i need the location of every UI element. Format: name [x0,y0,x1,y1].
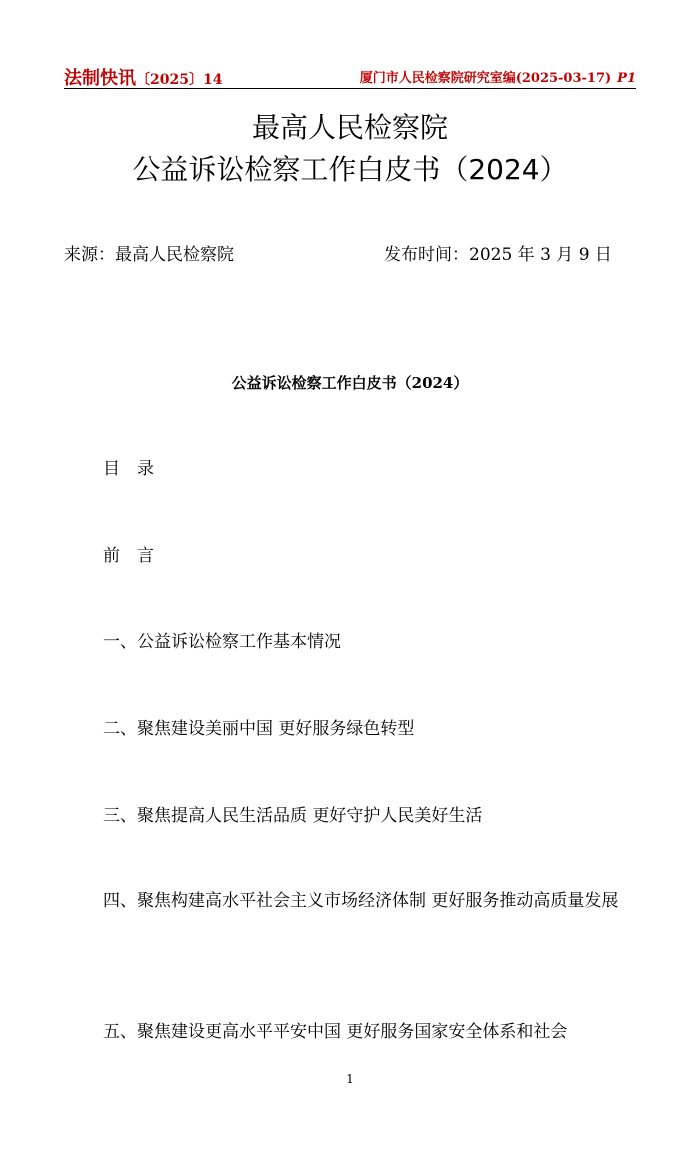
toc-item-5: 五、聚焦建设更高水平平安中国 更好服务国家安全体系和社会 [103,1022,568,1042]
issue-number: 〔2025〕14 [136,72,223,88]
toc-item-preface: 前 言 [103,546,154,566]
document-title-line-2: 公益诉讼检察工作白皮书（2024） [132,153,568,186]
toc-item-2: 二、聚焦建设美丽中国 更好服务绿色转型 [103,719,415,739]
page-marker: P1 [617,71,636,86]
publisher-line: 厦门市人民检察院研究室编(2025-03-17) [359,71,612,86]
publish-date: 发布时间：2025 年 3 月 9 日 [384,245,612,265]
newsletter-masthead [64,64,222,90]
toc-item-4: 四、聚焦构建高水平社会主义市场经济体制 更好服务推动高质量发展 [103,891,619,911]
document-title-line-1: 最高人民检察院 [251,111,448,144]
section-title: 公益诉讼检察工作白皮书（2024） [231,374,469,392]
page-header [64,62,636,89]
toc-heading: 目 录 [103,459,154,479]
toc-item-3: 三、聚焦提高人民生活品质 更好守护人民美好生活 [103,806,483,826]
page-number: 1 [346,1072,354,1086]
source-line: 来源：最高人民检察院 [64,245,234,265]
toc-item-1: 一、公益诉讼检察工作基本情况 [103,632,341,652]
publisher-info [360,67,636,86]
header-divider [64,88,636,89]
newsletter-brand: 法制快讯 [64,68,136,89]
